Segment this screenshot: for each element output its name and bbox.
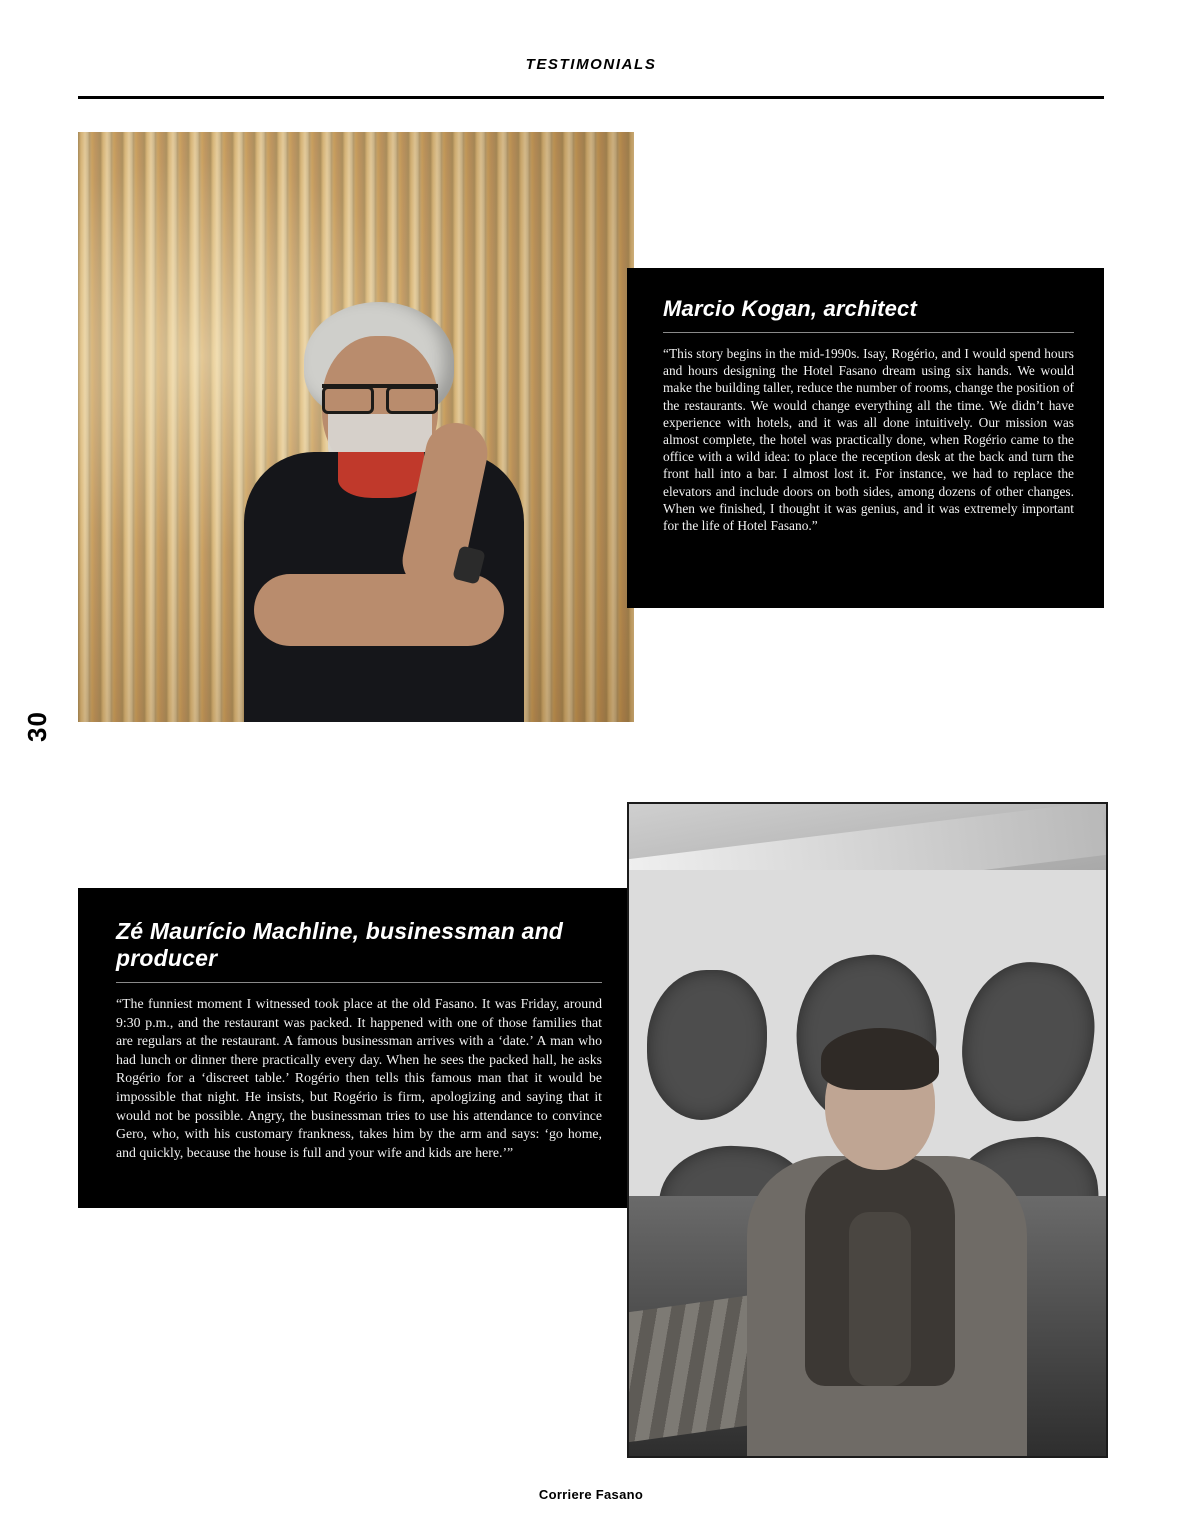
page-header <box>78 56 1104 74</box>
testimonial-card-ze-mauricio-machline <box>78 888 634 1208</box>
section-title: TESTIMONIALS <box>525 56 657 73</box>
testimonial-title: Zé Maurício Machline, businessman and producer <box>116 918 564 971</box>
canopy-opening <box>955 956 1101 1129</box>
collar-shape <box>338 452 424 498</box>
photo-ze-mauricio-machline <box>627 802 1108 1458</box>
testimonial-text: “The funniest moment I witnessed took place at the old Fasano. It was Friday, around 9:30 p.m., and the restaurant was packed. It happened with one of those families that are regulars at the restaurant. A famous businessman arrives with a ‘date.’ A man who had lunch or dinner there practically every day. When he sees the packed hall, he asks Rogério for a ‘discreet table.’ Rogério then tells this famous man that it would be impossible that night. He insists, but Rogério is firm, apologizing and saying that it would not be possible. Angry, the businessman tries to use his attendance to convince Gero, who, with his customary frankness, takes him by the arm and says: ‘go home, and quickly, because the house is full and your wife and kids are here.’” <box>116 996 602 1160</box>
testimonial-text: “This story begins in the mid-1990s. Isay, Rogério, and I would spend hours and hours designing the Hotel Fasano dream using six hands. We would make the building taller, reduce the number of rooms, change the position of the restaurants. We would change everything all the time. We didn’t have experience with hotels, and it was all done intuitively. Our mission was almost complete, the hotel was practically done, when Rogério came to the office with a wild idea: to place the reception desk at the back and turn the front hall into a bar. I almost lost it. For instance, we had to replace the elevators and include doors on both sides, among dozens of other changes. When we finished, I thought it was genius, and it was extremely important for the life of Hotel Fasano.” <box>663 346 1074 534</box>
glasses-icon <box>322 384 438 408</box>
title-divider <box>663 332 1074 333</box>
hair-shape <box>821 1028 939 1090</box>
photo-marcio-kogan <box>78 132 634 722</box>
header-divider <box>78 96 1104 99</box>
testimonial-title: Marcio Kogan, architect <box>663 296 917 321</box>
folded-arm-shape <box>254 574 504 646</box>
page-number: 30 <box>22 711 52 742</box>
title-divider <box>116 982 602 983</box>
scarf-shape <box>805 1156 955 1386</box>
page-footer <box>0 1486 1182 1504</box>
canopy-opening <box>647 970 767 1120</box>
testimonial-card-marcio-kogan <box>627 268 1104 608</box>
portrait-figure-kogan <box>218 302 548 722</box>
publication-name: Corriere Fasano <box>538 1487 644 1502</box>
